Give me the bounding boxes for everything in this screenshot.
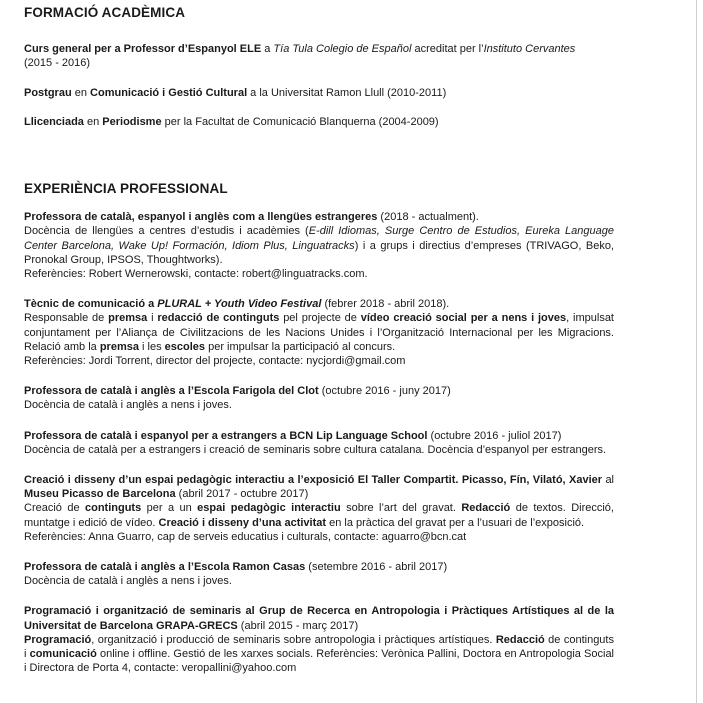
experience-entry-language-teacher: Professora de català, espanyol i anglès com a llengües estrangeres (2018 - actualment). Docència de llengües a centres d’estudis i acadèmies (E-dill Idiomas, Surge Centro de Estudios, Eureka Language Center Barcelona, Wake Up! Formación, Idiom Plus, Linguatracks) i a grups i directius d’empreses (TRIVAGO, Beko, Pronokal Group, IPSOS, Thoughtworks). Referències: Robert Wernerowski, contacte: robert@linguatracks.com. <box>24 211 614 281</box>
education-heading: FORMACIÓ ACADÈMICA <box>24 5 186 20</box>
education-item-llicenciada: Llicenciada en Periodisme per la Facultat de Comunicació Blanquerna (2004-2009) <box>24 115 439 128</box>
education-field: Periodisme <box>102 115 162 128</box>
education-item-postgrau: Postgrau en Comunicació i Gestió Cultural a la Universitat Ramon Llull (2010-2011) <box>24 86 447 99</box>
education-field: Comunicació i Gestió Cultural <box>90 86 248 99</box>
entry-title: Programació i organització de seminaris al Grup de Recerca en Antropologia i Pràctiques Artístiques al de la Universitat de Barcelona GRAPA-GRECS <box>24 605 614 632</box>
entry-title: Professora de català i anglès a l’Escola Ramon Casas <box>24 561 306 574</box>
education-institution: Tía Tula Colegio de Español <box>273 43 412 56</box>
experience-heading: EXPERIÈNCIA PROFESSIONAL <box>24 181 228 197</box>
education-accreditor: Instituto Cervantes <box>483 43 576 56</box>
entry-title: Professora de català i espanyol per a estrangers a BCN Lip Language School <box>24 429 428 442</box>
education-title: Llicenciada <box>24 115 84 128</box>
experience-entry-museu-picasso: Creació i disseny d’un espai pedagògic interactiu a l’exposició El Taller Compartit. Picasso, Fín, Vilató, Xavier al Museu Picasso de Barcelona (abril 2017 - octubre 2017) Creació de continguts per a un espai pedagògic interactiu sobre l’art del gravat. Redacció de textos. Direcció, muntatge i edició de vídeo. Creació i disseny d’una activitat en la pràctica del gravat per a l’usuari de l’exposició. Referències: Anna Guarro, cap de serveis educatius i culturals, contacte: aguarro@bcn.cat <box>24 474 615 543</box>
entry-reference: Referències: Jordi Torrent, director del projecte, contacte: nycjordi@gmail.com <box>24 355 406 368</box>
entry-title: Professora de català i anglès a l’Escola Farigola del Clot <box>24 385 319 398</box>
experience-entry-farigola: Professora de català i anglès a l’Escola Farigola del Clot (octubre 2016 - juny 2017) Docència de català i anglès a nens i joves. <box>24 385 451 412</box>
education-dates: (2015 - 2016) <box>24 57 91 70</box>
education-title: Curs general per a Professor d’Espanyol ELE <box>24 43 262 56</box>
entry-title: Professora de català, espanyol i anglès com a llengües estrangeres <box>24 211 378 224</box>
entry-title: Tècnic de comunicació a <box>24 298 158 311</box>
entry-reference: Referències: Anna Guarro, cap de serveis educatius i culturals, contacte: aguarro@bcn.cat <box>24 530 467 543</box>
experience-entry-grapa: Programació i organització de seminaris al Grup de Recerca en Antropologia i Pràctiques Artístiques al de la Universitat de Barcelona GRAPA-GRECS (abril 2015 - març 2017) Programació, organització i producció de seminaris sobre antropologia i pràctiques artístiques. Redacció de continguts i comunicació online i offline. Gestió de les xarxes socials. Referències: Verònica Pallini, Doctora en Antropologia Social i Directora de Porta 4, contacte: veropallini@yahoo.com <box>24 605 615 675</box>
entry-title: Creació i disseny d’un espai pedagògic interactiu a l’exposició El Taller Compartit. Picasso, Fín, Vilató, Xavier <box>24 474 603 487</box>
experience-entry-bcn-lip: Professora de català i espanyol per a estrangers a BCN Lip Language School (octubre 2016 - juliol 2017) Docència de català per a estrangers i creació de seminaris sobre cultura catalana. Docència d’espanyol per estrangers. <box>24 429 607 456</box>
experience-entry-plural: Tècnic de comunicació a PLURAL + Youth Video Festival (febrer 2018 - abril 2018). Responsable de premsa i redacció de continguts pel projecte de vídeo creació social per a nens i joves, impulsat conjuntament per l’Aliança de Civilitzacions de les Nacions Unides i l’Organització Internacional per les Migracions. Relació amb la premsa i les escoles per impulsar la participació al concurs. Referències: Jordi Torrent, director del projecte, contacte: nycjordi@gmail.com <box>24 298 614 368</box>
cv-content <box>24 6 614 676</box>
education-title: Postgrau <box>24 86 72 99</box>
entry-reference: Referències: Robert Wernerowski, contacte: robert@linguatracks.com. <box>24 268 368 281</box>
experience-entry-ramon-casas: Professora de català i anglès a l’Escola Ramon Casas (setembre 2016 - abril 2017) Docència de català i anglès a nens i joves. <box>24 561 448 588</box>
education-item-ele: Curs general per a Professor d’Espanyol ELE a Tía Tula Colegio de Español acreditat per l’Instituto Cervantes (2015 - 2016) <box>24 43 576 70</box>
